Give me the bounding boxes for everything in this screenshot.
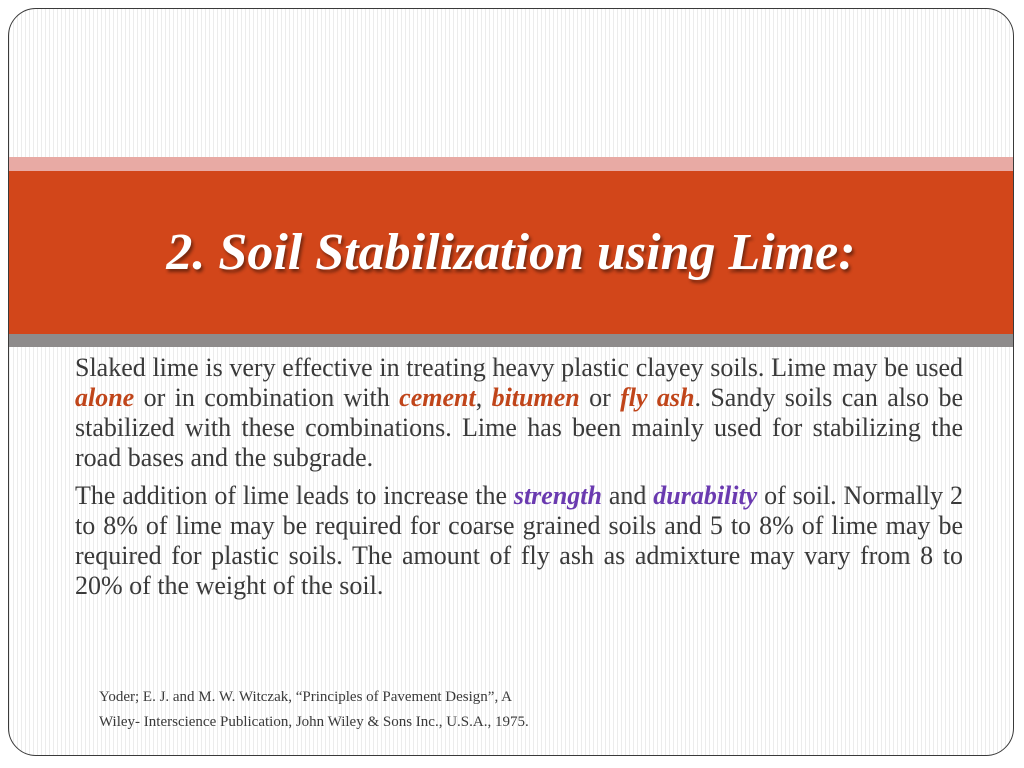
text-run: of soil. Normally 2 to 8% of lime may be required for coarse grained soils and 5 to 8% of lime may be required for plastic soils. The amount of fly ash as admixture may vary from 8 to 20% of the weight of the soil. <box>75 481 963 600</box>
slide <box>8 8 1014 756</box>
accent-strip-top <box>9 157 1013 171</box>
text-run: or in combination with <box>134 383 400 412</box>
text-run: Slaked lime is very effective in treating heavy plastic clayey soils. Lime may be used <box>75 353 963 382</box>
highlight-durability: durability <box>653 481 758 510</box>
paragraph-1 <box>75 353 963 473</box>
text-run: and <box>602 481 654 510</box>
paragraph-2 <box>75 481 963 601</box>
citation-line-1: Yoder; E. J. and M. W. Witczak, “Principles of Pavement Design”, A <box>99 689 512 705</box>
text-run: , <box>475 383 492 412</box>
citation-line-2: Wiley- Interscience Publication, John Wiley & Sons Inc., U.S.A., 1975. <box>99 714 529 730</box>
highlight-alone: alone <box>75 383 135 412</box>
citation <box>99 685 899 735</box>
highlight-fly-ash: fly ash <box>620 383 695 412</box>
slide-title: 2. Soil Stabilization using Lime: <box>166 224 856 281</box>
highlight-cement: cement <box>399 383 476 412</box>
text-run: or <box>579 383 621 412</box>
text-run: . Sandy soils can also be stabilized with these combinations. Lime has been mainly used for stabilizing the road bases and the subgrade. <box>75 383 964 472</box>
slide-body <box>75 353 963 609</box>
highlight-strength: strength <box>513 481 602 510</box>
text-run: The addition of lime leads to increase the <box>75 481 514 510</box>
accent-strip-bottom <box>9 334 1013 347</box>
highlight-bitumen: bitumen <box>491 383 580 412</box>
